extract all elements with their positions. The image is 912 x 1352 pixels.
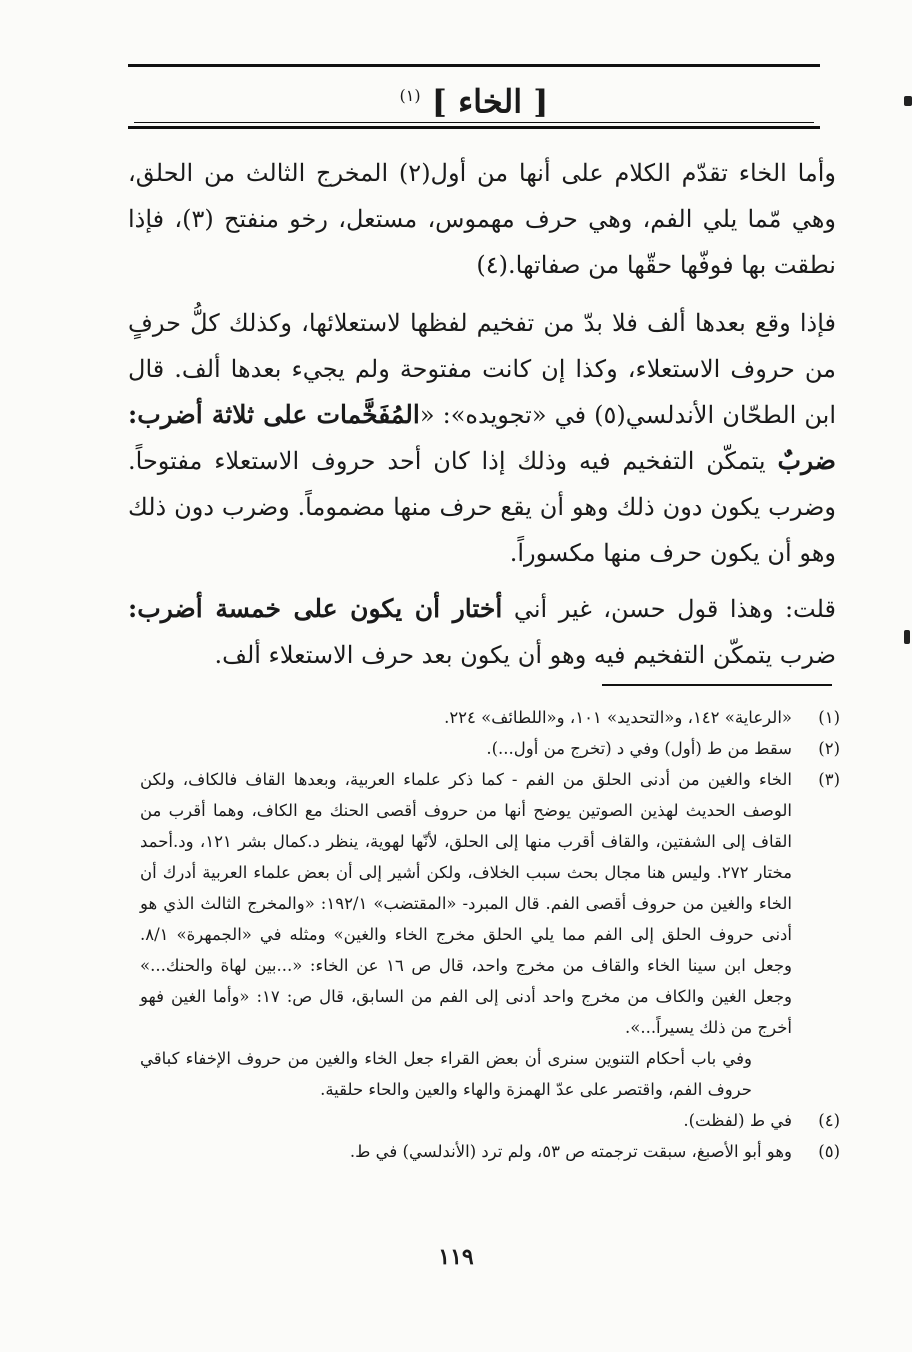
footnote <box>140 1105 840 1136</box>
footnote <box>140 764 840 1043</box>
header-rule-bottom <box>128 126 820 129</box>
footnote-text: الخاء والغين من أدنى الحلق من الفم - كما ذكر علماء العربية، وبعدها القاف فالكاف، ولكن الوصف الحديث لهذين الصوتين يوضح أنها من حروف أقصى الحنك مع الكاف، وهما أقرب من القاف إلى الشفتين، والقاف أقرب منها إلى الحلق، لأنّها لهوية، ينظر د.كمال بشر ١٢١، ود.أحمد مختار ٢٧٢. وليس هنا مجال بحث سبب الخلاف، ولكن أشير إلى أن بعض علماء العربية أدرك أن الخاء والغين من حروف أقصى الفم. قال المبرد- «المقتضب» ١٩٢/١: «والمخرج الثالث الذي هو أدنى حروف الحلق إلى الفم مما يلي الحلق مخرج الخاء والغين» ومثله في «الجمهرة» ٨/١. وجعل ابن سينا الخاء والقاف من مخرج واحد، قال ص ١٦ عن الخاء: «...بين لهاة والحنك...» وجعل الغين والكاف من مخرج واحد أدنى إلى الفم من السابق، قال ص: ١٧: «وأما الغين فهو أخرج من ذلك يسيراً...». <box>140 770 792 1037</box>
footnote-text: وهو أبو الأصبغ، سبقت ترجمته ص ٥٣، ولم ترد (الأندلسي) في ط. <box>349 1142 792 1161</box>
paragraph-3-bold: أختار أن يكون على خمسة أضرب: <box>128 594 503 623</box>
footnote <box>140 733 840 764</box>
footnote-text: وفي باب أحكام التنوين سنرى أن بعض القراء جعل الخاء والغين من حروف الإخفاء كباقي حروف الفم، واقتصر على عدّ الهمزة والهاء والعين والحاء حلقية. <box>140 1049 752 1099</box>
footnote-number: (١) <box>818 708 840 727</box>
footnote-number: (٤) <box>818 1111 840 1130</box>
footnote-number: (٥) <box>818 1142 840 1161</box>
paragraph-2 <box>128 300 836 576</box>
footnote-number <box>792 1043 840 1105</box>
section-header <box>128 74 820 124</box>
paragraph-2-bold: المُفَخَّمات على ثلاثة أضرب: ضربٌ <box>128 400 836 475</box>
footnote-continuation <box>140 1043 840 1105</box>
footnotes <box>140 702 840 1167</box>
paragraph-3 <box>128 586 836 678</box>
paragraph-3-end: ضرب يتمكّن التفخيم فيه وهو أن يكون بعد حرف الاستعلاء ألف. <box>214 641 836 669</box>
footnote-text: سقط من ط (أول) وفي د (تخرج من أول...). <box>486 739 792 758</box>
paragraph-2-end: يتمكّن التفخيم فيه وذلك إذا كان أحد حروف الاستعلاء مفتوحاً. وضرب يكون دون ذلك وهو أن يقع حرف منها مضموماً. وضرب دون ذلك وهو أن يكون حرف منها مكسوراً. <box>128 447 836 567</box>
paragraph-3-start: قلت: وهذا قول حسن، غير أني <box>502 595 837 623</box>
page-number: ١١٩ <box>438 1244 474 1270</box>
header-rule-thin <box>134 122 814 123</box>
footnote-separator <box>602 684 832 686</box>
footnote <box>140 702 840 733</box>
paragraph-2-start: فإذا وقع بعدها ألف فلا بدّ من تفخيم لفظها لاستعلائها، وكذلك كلُّ حرفٍ من حروف الاستعلاء، وكذا إن كانت مفتوحة ولم يجيء بعدها ألف. قال ابن الطحّان الأندلسي(٥) في «تجويده»: « <box>128 309 836 429</box>
section-title-note: (١) <box>399 86 421 105</box>
footnote <box>140 1136 840 1167</box>
header-rule-top <box>128 64 820 67</box>
footnote-text: «الرعاية» ١٤٢، و«التحديد» ١٠١، و«اللطائف» ٢٢٤. <box>444 708 792 727</box>
scan-mark <box>904 630 910 644</box>
paragraph-1: وأما الخاء تقدّم الكلام على أنها من أول(٢) المخرج الثالث من الحلق، وهي مّما يلي الفم، وهي حرف مهموس، مستعل، رخو منفتح (٣)، فإذا نطقت بها فوفّها حقّها من صفاتها.(٤) <box>128 159 837 279</box>
footnote-number: (٢) <box>818 739 840 758</box>
section-title: [ الخاء ] <box>431 82 549 121</box>
footnote-text: في ط (لفظت). <box>683 1111 792 1130</box>
footnote-number: (٣) <box>818 770 840 789</box>
scan-mark <box>904 96 912 106</box>
